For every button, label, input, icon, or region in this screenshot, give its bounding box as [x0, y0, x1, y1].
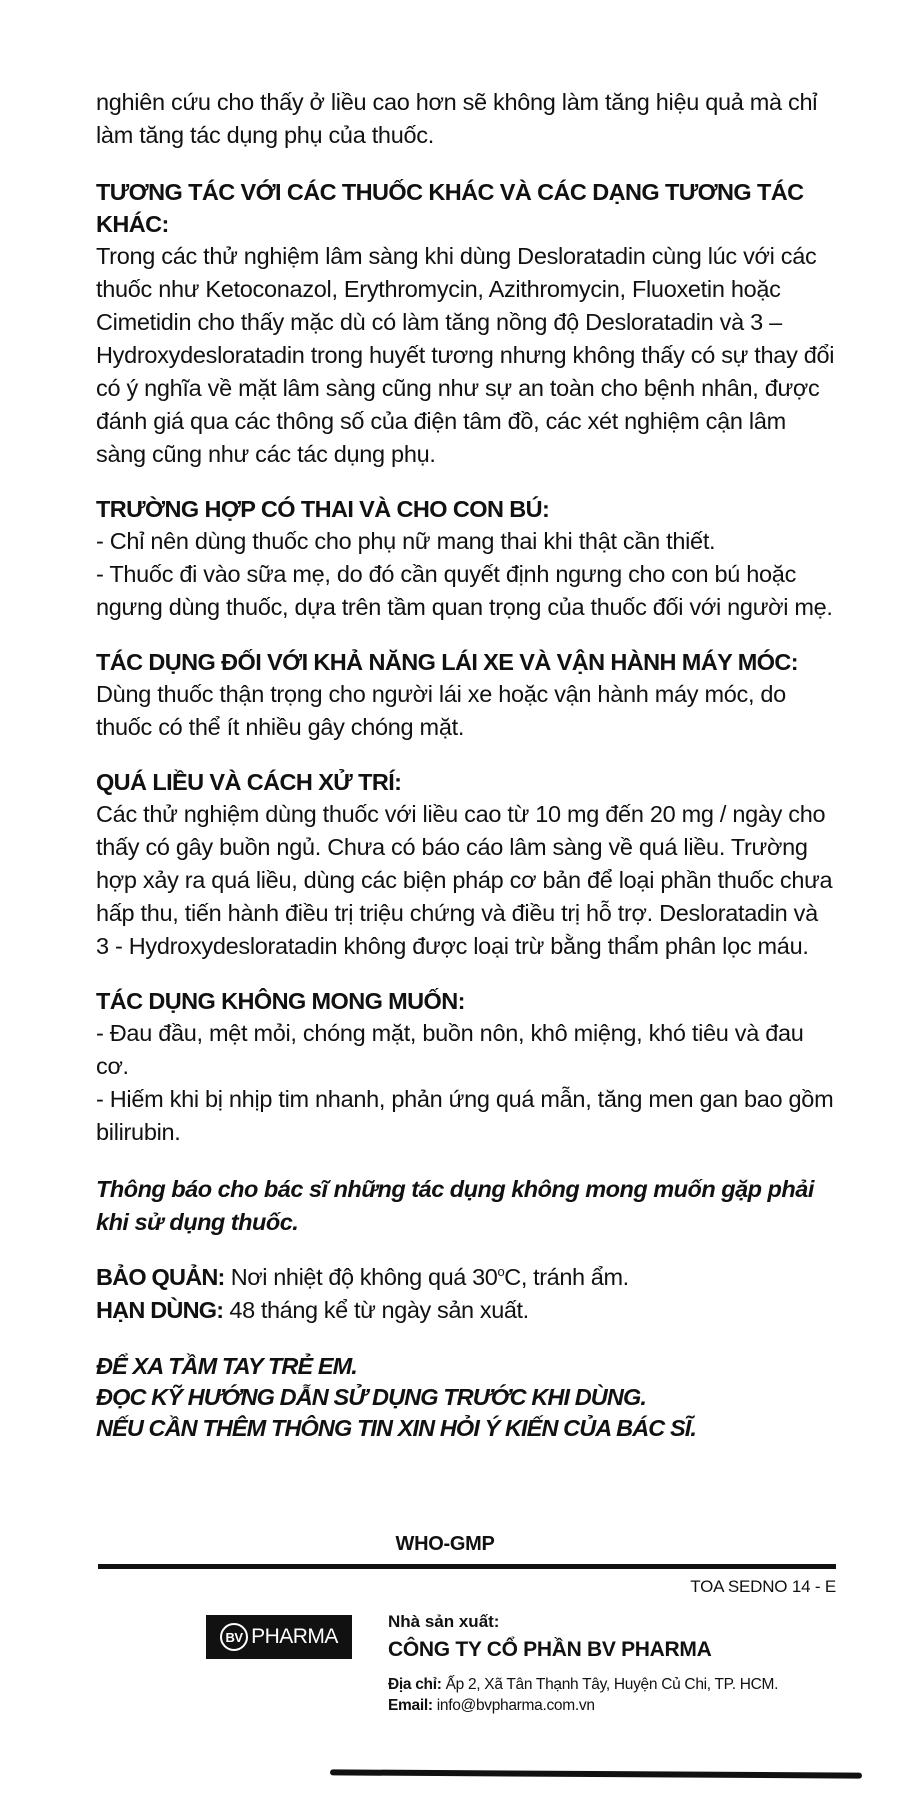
interactions-body: Trong các thử nghiệm lâm sàng khi dùng Desloratadin cùng lúc với các thuốc như Ketoconazol, Erythromycin, Azithromycin, Fluoxetin hoặc Cimetidin cho thấy mặc dù có làm tăng nồng độ Desloratadin và 3 – Hydroxydesloratadin trong huyết tương nhưng không thấy có sự thay đổi có ý nghĩa về mặt lâm sàng cũng như sự an toàn cho bệnh nhân, được đánh giá qua các thông số của điện tâm đồ, các xét nghiệm cận lâm sàng cũng như các tác dụng phụ. [96, 243, 835, 467]
driving-heading: TÁC DỤNG ĐỐI VỚI KHẢ NĂNG LÁI XE VÀ VẬN HÀNH MÁY MÓC: [96, 649, 798, 675]
storage-line [96, 1261, 836, 1294]
document-code: TOA SEDNO 14 - E [690, 1577, 836, 1596]
manufacturer-label: Nhà sản xuất: [388, 1612, 500, 1631]
bv-logo-icon: BV [220, 1623, 248, 1651]
bottom-rule [330, 1769, 862, 1778]
degree-symbol: o [497, 1264, 505, 1280]
warnings-block [96, 1351, 836, 1444]
storage-label: BẢO QUẢN: [96, 1264, 225, 1290]
pregnancy-item: - Thuốc đi vào sữa mẹ, do đó cần quyết định ngưng cho con bú hoặc ngưng dùng thuốc, dựa trên tầm quan trọng của thuốc đối với người mẹ. [96, 561, 833, 620]
overdose-heading: QUÁ LIỀU VÀ CÁCH XỬ TRÍ: [96, 769, 402, 795]
email-label: Email: [388, 1697, 433, 1714]
driving-body: Dùng thuốc thận trọng cho người lái xe hoặc vận hành máy móc, do thuốc có thể ít nhiều gây chóng mặt. [96, 681, 786, 740]
storage-block [96, 1261, 836, 1327]
address-line [388, 1674, 848, 1695]
who-gmp-label: WHO-GMP [395, 1533, 495, 1555]
logo-text: PHARMA [251, 1625, 338, 1648]
shelf-life-text: 48 tháng kể từ ngày sản xuất. [223, 1297, 529, 1323]
side-effect-item: - Đau đầu, mệt mỏi, chóng mặt, buồn nôn, khô miệng, khó tiêu và đau cơ. [96, 1020, 804, 1079]
side-effect-item: - Hiếm khi bị nhịp tim nhanh, phản ứng quá mẫn, tăng men gan bao gồm bilirubin. [96, 1086, 834, 1145]
warning-line: NẾU CẦN THÊM THÔNG TIN XIN HỎI Ý KIẾN CỦA BÁC SĨ. [96, 1415, 696, 1441]
overdose-body: Các thử nghiệm dùng thuốc với liều cao từ 10 mg đến 20 mg / ngày cho thấy có gây buồn ngủ. Chưa có báo cáo lâm sàng về quá liều. Trường hợp xảy ra quá liều, dùng các biện pháp cơ bản để loại phần thuốc chưa hấp thu, tiến hành điều trị triệu chứng và điều trị hỗ trợ. Desloratadin và 3 - Hydroxydesloratadin không được loại trừ bằng thẩm phân lọc máu. [96, 801, 833, 959]
storage-text-end: C, tránh ẩm. [504, 1264, 629, 1290]
pregnancy-heading: TRƯỜNG HỢP CÓ THAI VÀ CHO CON BÚ: [96, 496, 550, 522]
address-label: Địa chỉ: [388, 1676, 442, 1693]
storage-text: Nơi nhiệt độ không quá 30 [224, 1264, 498, 1290]
email-line [388, 1695, 848, 1716]
shelf-life-label: HẠN DÙNG: [96, 1297, 224, 1323]
intro-paragraph: nghiên cứu cho thấy ở liều cao hơn sẽ không làm tăng hiệu quả mà chỉ làm tăng tác dụng phụ của thuốc. [96, 89, 818, 148]
shelf-life-line [96, 1294, 836, 1327]
interactions-heading: TƯƠNG TÁC VỚI CÁC THUỐC KHÁC VÀ CÁC DẠNG TƯƠNG TÁC KHÁC: [96, 179, 804, 237]
pregnancy-item: - Chỉ nên dùng thuốc cho phụ nữ mang thai khi thật cần thiết. [96, 528, 716, 554]
bv-pharma-logo [206, 1615, 352, 1659]
warning-line: ĐỂ XA TẦM TAY TRẺ EM. [96, 1353, 357, 1379]
leaflet-content [96, 86, 836, 1444]
warning-line: ĐỌC KỸ HƯỚNG DẪN SỬ DỤNG TRƯỚC KHI DÙNG. [96, 1384, 646, 1410]
email-text: info@bvpharma.com.vn [432, 1697, 595, 1714]
manufacturer-info [388, 1612, 848, 1716]
doctor-notice: Thông báo cho bác sĩ những tác dụng không mong muốn gặp phải khi sử dụng thuốc. [96, 1176, 814, 1235]
address-text: Ấp 2, Xã Tân Thạnh Tây, Huyện Củ Chi, TP. HCM. [441, 1676, 779, 1693]
manufacturer-name: CÔNG TY CỔ PHẦN BV PHARMA [388, 1638, 712, 1661]
side-effects-heading: TÁC DỤNG KHÔNG MONG MUỐN: [96, 988, 465, 1014]
footer-divider [98, 1564, 836, 1569]
